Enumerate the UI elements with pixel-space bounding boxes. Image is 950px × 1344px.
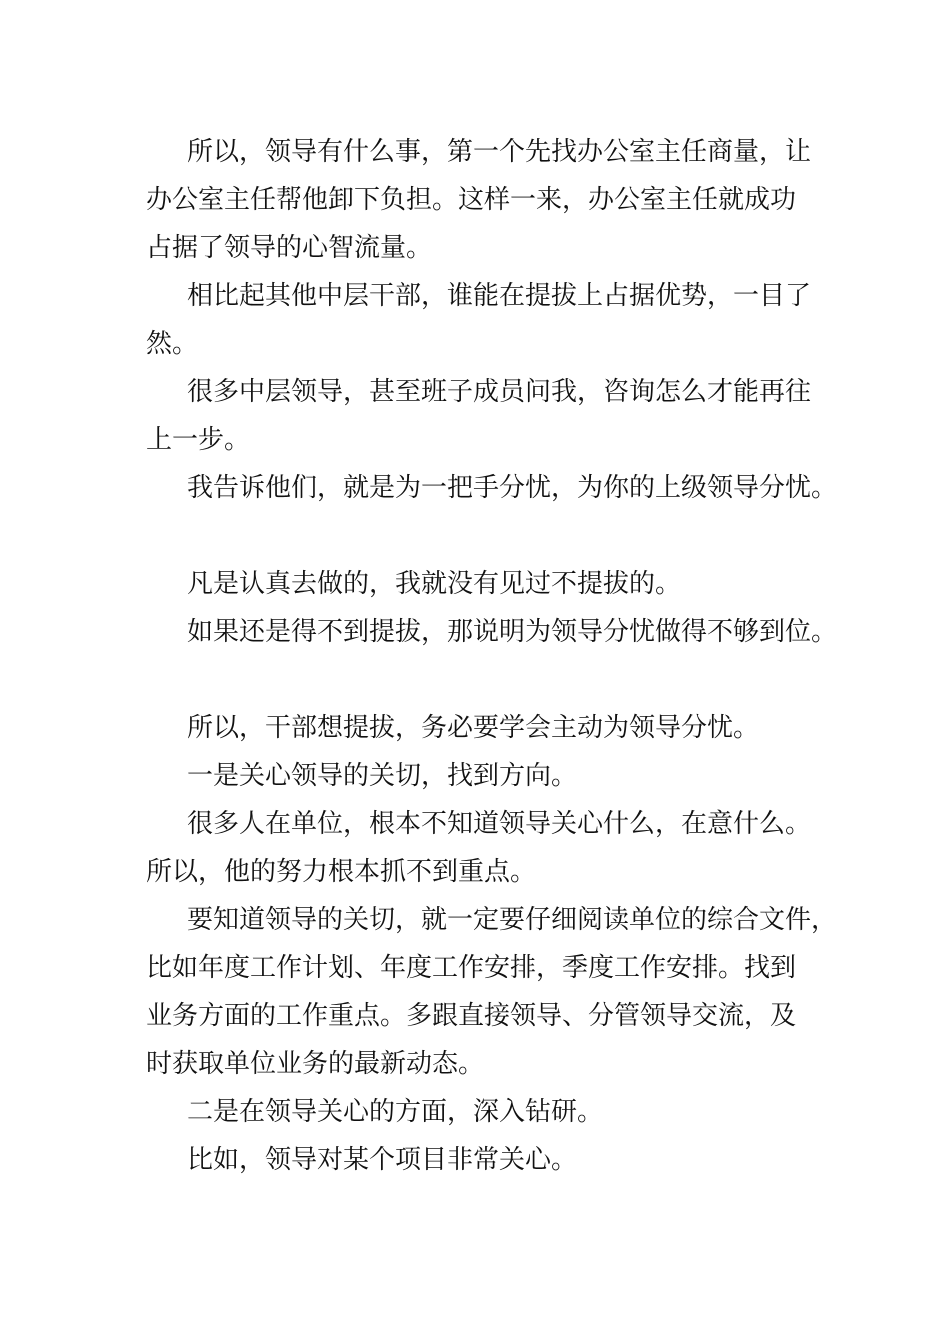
document-body (146, 128, 838, 1184)
paragraph-line: 比如，领导对某个项目非常关心。 (187, 1145, 578, 1175)
paragraph-line: 凡是认真去做的，我就没有见过不提拔的。 (187, 569, 682, 599)
paragraph-5 (146, 560, 826, 608)
paragraph-line: 很多人在单位，根本不知道领导关心什么，在意什么。 (187, 809, 812, 839)
paragraph-line: 如果还是得不到提拔，那说明为领导分忧做得不够到位。 (187, 617, 838, 647)
paragraph-line: 比如年度工作计划、年度工作安排，季度工作安排。找到 (146, 953, 797, 983)
paragraph-line: 业务方面的工作重点。多跟直接领导、分管领导交流，及 (146, 1001, 797, 1031)
paragraph-line: 所以，干部想提拔，务必要学会主动为领导分忧。 (187, 713, 760, 743)
paragraph-7 (146, 704, 826, 752)
paragraph-3 (146, 368, 826, 464)
paragraph-8 (146, 752, 826, 800)
paragraph-line: 一是关心领导的关切，找到方向。 (187, 761, 578, 791)
paragraph-9 (146, 800, 826, 896)
paragraph-1 (146, 128, 826, 272)
paragraph-line: 要知道领导的关切，就一定要仔细阅读单位的综合文件， (187, 905, 838, 935)
paragraph-line: 我告诉他们，就是为一把手分忧，为你的上级领导分忧。 (187, 473, 838, 503)
paragraph-2 (146, 272, 826, 368)
paragraph-line: 时获取单位业务的最新动态。 (146, 1049, 485, 1079)
paragraph-line: 二是在领导关心的方面，深入钻研。 (187, 1097, 604, 1127)
blank-line (146, 512, 826, 560)
paragraph-line: 办公室主任帮他卸下负担。这样一来，办公室主任就成功 (146, 185, 797, 215)
paragraph-10 (146, 896, 838, 1088)
paragraph-12 (146, 1136, 826, 1184)
paragraph-line: 占据了领导的心智流量。 (146, 233, 433, 263)
paragraph-11 (146, 1088, 826, 1136)
paragraph-line: 然。 (146, 329, 199, 359)
paragraph-4 (146, 464, 838, 512)
paragraph-line: 所以，领导有什么事，第一个先找办公室主任商量，让 (187, 137, 812, 167)
paragraph-6 (146, 608, 838, 656)
paragraph-line: 很多中层领导，甚至班子成员问我，咨询怎么才能再往 (187, 377, 812, 407)
paragraph-line: 相比起其他中层干部，谁能在提拔上占据优势，一目了 (187, 281, 812, 311)
blank-line (146, 656, 826, 704)
paragraph-line: 所以，他的努力根本抓不到重点。 (146, 857, 537, 887)
paragraph-line: 上一步。 (146, 425, 251, 455)
